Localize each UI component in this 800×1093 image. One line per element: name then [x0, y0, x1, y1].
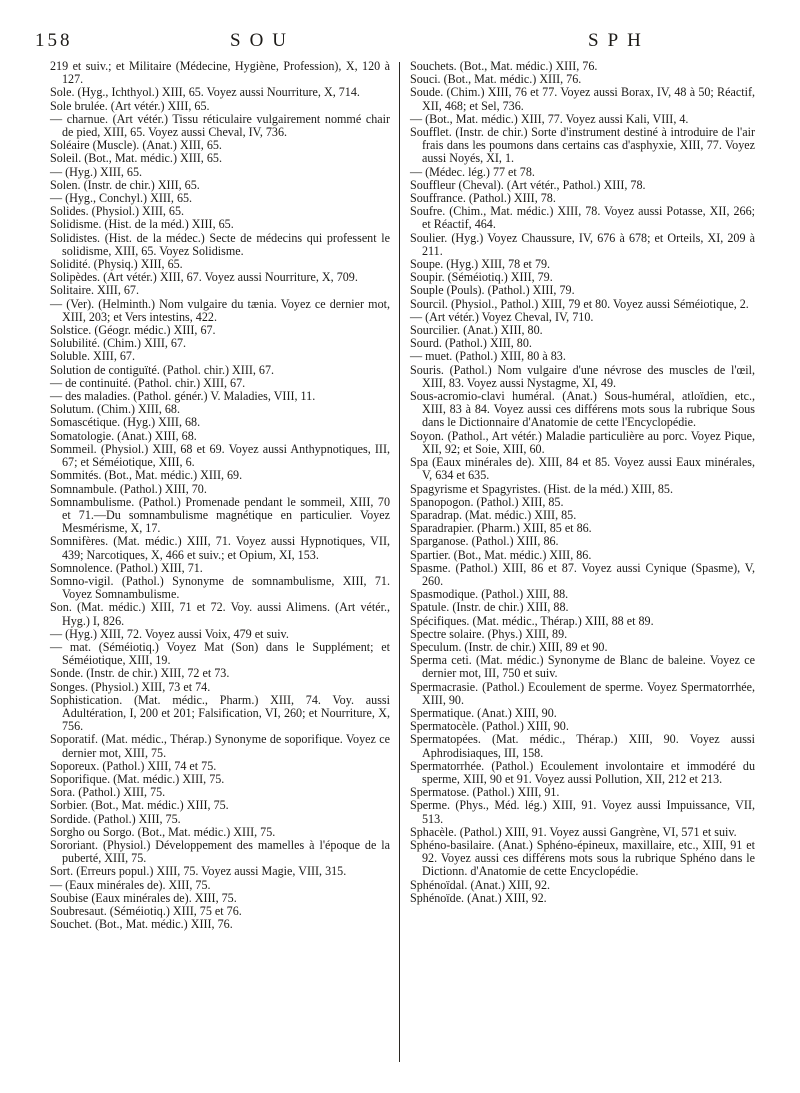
index-entry: Soyon. (Pathol., Art vétér.) Maladie particulière au porc. Voyez Pique, XII, 92; et Soie, XIII, 60. — [410, 428, 755, 456]
index-entry: Sort. (Erreurs popul.) XIII, 75. Voyez aussi Magie, VIII, 315. — [50, 864, 347, 879]
index-entry: Soude. (Chim.) XIII, 76 et 77. Voyez aussi Borax, IV, 48 à 50; Réactif, XII, 468; et Sel, 736. — [410, 85, 755, 113]
index-entry: Sourd. (Pathol.) XIII, 80. — [410, 336, 532, 351]
index-entry: Souffleur (Cheval). (Art vétér., Pathol.) XIII, 78. — [410, 177, 646, 192]
index-entry: Sordide. (Pathol.) XIII, 75. — [50, 811, 181, 826]
index-entry: Soupe. (Hyg.) XIII, 78 et 79. — [410, 257, 551, 272]
index-entry: Souci. (Bot., Mat. médic.) XIII, 76. — [410, 72, 582, 87]
index-entry: Soubresaut. (Séméiotiq.) XIII, 75 et 76. — [50, 904, 242, 918]
index-entry: — muet. (Pathol.) XIII, 80 à 83. — [410, 349, 566, 364]
index-entry: Sommités. (Bot., Mat. médic.) XIII, 69. — [50, 468, 243, 483]
index-entry: Souple (Pouls). (Pathol.) XIII, 79. — [410, 283, 575, 298]
index-entry: Solution de contiguïté. (Pathol. chir.) XIII, 67. — [50, 362, 275, 377]
index-entry: Sora. (Pathol.) XIII, 75. — [50, 785, 166, 800]
index-entry: Soubise (Eaux minérales de). XIII, 75. — [50, 890, 237, 905]
index-entry: Spa (Eaux minérales de). XIII, 84 et 85. Voyez aussi Eaux minérales, V, 634 et 635. — [410, 455, 755, 483]
index-entry: Somnifères. (Mat. médic.) XIII, 71. Voyez aussi Hypnotiques, VII, 439; Narcotiques, X, 466 et suiv.; et Opium, XI, 153. — [50, 534, 390, 562]
index-entry: Soleil. (Bot., Mat. médic.) XIII, 65. — [50, 151, 222, 166]
index-entry: Somatologie. (Anat.) XIII, 68. — [50, 428, 197, 443]
index-entry: 219 et suiv.; et Militaire (Médecine, Hygiène, Profession), X, 120 à 127. — [50, 59, 390, 87]
index-entry: Souchet. (Bot., Mat. médic.) XIII, 76. — [50, 917, 233, 932]
index-entry: Sole. (Hyg., Ichthyol.) XIII, 65. Voyez aussi Nourriture, X, 714. — [50, 85, 360, 100]
index-entry: Spatule. (Instr. de chir.) XIII, 88. — [410, 600, 569, 615]
index-entry: Sparganose. (Pathol.) XIII, 86. — [410, 534, 559, 549]
index-entry: — des maladies. (Pathol. génér.) V. Maladies, VIII, 11. — [50, 389, 316, 404]
index-entry: Souris. (Pathol.) Nom vulgaire d'une névrose des muscles de l'œil, XIII, 83. Voyez aussi Nystagme, XI, 49. — [410, 362, 755, 390]
index-entry: Sphénoïdal. (Anat.) XIII, 92. — [410, 877, 551, 892]
index-entry: — charnue. (Art vétér.) Tissu réticulaire vulgairement nommé chair de pied, XIII, 65. Voyez aussi Cheval, IV, 736. — [50, 111, 390, 140]
index-entry: — (Ver). (Helminth.) Nom vulgaire du tænia. Voyez ce dernier mot, XIII, 203; et Vers intestins, 422. — [50, 296, 390, 324]
index-entry: Spartier. (Bot., Mat. médic.) XIII, 86. — [410, 547, 592, 562]
index-entry: Sourcil. (Physiol., Pathol.) XIII, 79 et 80. Voyez aussi Séméiotique, 2. — [410, 296, 749, 311]
index-entry: Soporifique. (Mat. médic.) XIII, 75. — [50, 771, 225, 786]
index-entry: Soléaire (Muscle). (Anat.) XIII, 65. — [50, 138, 222, 153]
index-entry: Sole brulée. (Art vétér.) XIII, 65. — [50, 98, 210, 113]
index-entry: Solidistes. (Hist. de la médec.) Secte de médecins qui professent le solidisme, XIII, 65. Voyez Solidisme. — [50, 230, 390, 258]
index-entry: Son. (Mat. médic.) XIII, 71 et 72. Voy. aussi Alimens. (Art vétér., Hyg.) I, 826. — [50, 600, 390, 628]
index-entry: Somascétique. (Hyg.) XIII, 68. — [50, 415, 201, 430]
index-entry: Soufre. (Chim., Mat. médic.) XIII, 78. Voyez aussi Potasse, XII, 266; et Réactif, 464. — [410, 204, 755, 232]
right-running-title: SPH — [588, 30, 650, 51]
index-entry: Soluble. XIII, 67. — [50, 349, 135, 364]
index-entry: — de continuité. (Pathol. chir.) XIII, 67. — [50, 375, 246, 390]
index-entry: — (Bot., Mat. médic.) XIII, 77. Voyez aussi Kali, VIII, 4. — [410, 111, 689, 126]
index-entry: Soulier. (Hyg.) Voyez Chaussure, IV, 676 à 678; et Orteils, XI, 209 à 211. — [410, 230, 755, 258]
index-entry: Solidité. (Physiq.) XIII, 65. — [50, 257, 183, 272]
index-entry: — mat. (Séméiotiq.) Voyez Mat (Son) dans le Supplément; et Séméiotique, XIII, 19. — [50, 639, 390, 668]
running-header — [35, 30, 775, 60]
index-entry: Solutum. (Chim.) XIII, 68. — [50, 402, 181, 417]
index-entry: Spermatocèle. (Pathol.) XIII, 90. — [410, 719, 569, 734]
index-entry: Solen. (Instr. de chir.) XIII, 65. — [50, 177, 200, 192]
index-entry: Solides. (Physiol.) XIII, 65. — [50, 204, 185, 219]
index-entry: — (Hyg.) XIII, 72. Voyez aussi Voix, 479 et suiv. — [50, 626, 289, 641]
index-entry: Somnambulisme. (Pathol.) Promenade pendant le sommeil, XIII, 70 et 71.—Du somnambulisme magnétique en particulier. Voyez Mesmérisme, X, 17. — [50, 494, 390, 536]
index-entry: — (Hyg.) XIII, 65. — [50, 164, 143, 179]
index-entry: Sororiant. (Physiol.) Développement des mamelles à l'époque de la puberté, XIII, 75. — [50, 837, 390, 866]
index-entry: Sophistication. (Mat. médic., Pharm.) XIII, 74. Voy. aussi Adultération, I, 200 et 201; Falsification, VI, 260; et Nourriture, X, 756. — [50, 692, 390, 734]
index-entry: Sphéno-basilaire. (Anat.) Sphéno-épineux, maxillaire, etc., XIII, 91 et 92. Voyez aussi ces différens mots sous la rubrique Sphéno dans le Dictionn. d'Anatomie de cette Encyclopédie. — [410, 837, 755, 879]
index-entry: Speculum. (Instr. de chir.) XIII, 89 et 90. — [410, 639, 608, 654]
index-entry: Spermatique. (Anat.) XIII, 90. — [410, 705, 557, 720]
index-entry: — (Médec. lég.) 77 et 78. — [410, 164, 535, 179]
index-entry: Sperma ceti. (Mat. médic.) Synonyme de Blanc de baleine. Voyez ce dernier mot, III, 750 et suiv. — [410, 653, 755, 681]
index-entry: — (Hyg., Conchyl.) XIII, 65. — [50, 191, 193, 206]
index-entry: Spermacrasie. (Pathol.) Ecoulement de sperme. Voyez Spermatorrhée, XIII, 90. — [410, 679, 755, 707]
index-entry: Sommeil. (Physiol.) XIII, 68 et 69. Voyez aussi Anthypnotiques, III, 67; et Séméiotique, XIII, 6. — [50, 441, 390, 470]
index-entry: Souchets. (Bot., Mat. médic.) XIII, 76. — [410, 59, 598, 73]
index-entry: Solidisme. (Hist. de la méd.) XIII, 65. — [50, 217, 234, 232]
index-entry: Spectre solaire. (Phys.) XIII, 89. — [410, 626, 568, 641]
index-entry: Spagyrisme et Spagyristes. (Hist. de la méd.) XIII, 85. — [410, 481, 673, 496]
index-entry: — (Eaux minérales de). XIII, 75. — [50, 877, 211, 892]
column-divider — [399, 62, 400, 1062]
index-entry: Soufflet. (Instr. de chir.) Sorte d'instrument destiné à introduire de l'air frais dans les poumons dans certains cas d'asphyxie, XIII, 77. Voyez aussi Noyés, XI, 1. — [410, 125, 755, 166]
index-entry: Solipèdes. (Art vétér.) XIII, 67. Voyez aussi Nourriture, X, 709. — [50, 270, 358, 285]
index-entry: Solstice. (Géogr. médic.) XIII, 67. — [50, 323, 216, 338]
left-column — [50, 60, 390, 931]
index-entry: Sparadrapier. (Pharm.) XIII, 85 et 86. — [410, 521, 592, 536]
index-entry: Sonde. (Instr. de chir.) XIII, 72 et 73. — [50, 666, 230, 681]
index-entry: Somnolence. (Pathol.) XIII, 71. — [50, 560, 203, 575]
left-running-title: SOU — [230, 30, 296, 51]
index-entry: Sourcilier. (Anat.) XIII, 80. — [410, 323, 543, 338]
index-entry: Somnambule. (Pathol.) XIII, 70. — [50, 481, 207, 496]
index-entry: Souffrance. (Pathol.) XIII, 78. — [410, 191, 556, 206]
index-entry: Sorbier. (Bot., Mat. médic.) XIII, 75. — [50, 798, 229, 813]
index-entry: Sorgho ou Sorgo. (Bot., Mat. médic.) XIII, 75. — [50, 824, 276, 839]
index-entry: Soporatif. (Mat. médic., Thérap.) Synonyme de soporifique. Voyez ce dernier mot, XIII, 75. — [50, 732, 390, 760]
index-entry: Spécifiques. (Mat. médic., Thérap.) XIII, 88 et 89. — [410, 613, 654, 628]
index-entry: Solubilité. (Chim.) XIII, 67. — [50, 336, 187, 351]
index-entry: Spasme. (Pathol.) XIII, 86 et 87. Voyez aussi Cynique (Spasme), V, 260. — [410, 560, 755, 588]
index-entry: Sphacèle. (Pathol.) XIII, 91. Voyez aussi Gangrène, VI, 571 et suiv. — [410, 824, 737, 839]
index-entry: Sparadrap. (Mat. médic.) XIII, 85. — [410, 507, 577, 522]
index-entry: Somno-vigil. (Pathol.) Synonyme de somnambulisme, XIII, 71. Voyez Somnambulisme. — [50, 573, 390, 602]
index-entry: Sperme. (Phys., Méd. lég.) XIII, 91. Voyez aussi Impuissance, VII, 513. — [410, 798, 755, 826]
right-column — [410, 60, 755, 905]
index-entry: Spermatopées. (Mat. médic., Thérap.) XIII, 90. Voyez aussi Aphrodisiaques, III, 158. — [410, 732, 755, 760]
index-entry: — (Art vétér.) Voyez Cheval, IV, 710. — [410, 309, 594, 324]
index-entry: Spanopogon. (Pathol.) XIII, 85. — [410, 494, 564, 509]
index-entry: Spasmodique. (Pathol.) XIII, 88. — [410, 587, 569, 602]
index-entry: Spermatose. (Pathol.) XIII, 91. — [410, 785, 560, 800]
index-entry: Sous-acromio-clavi huméral. (Anat.) Sous-huméral, atloïdien, etc., XIII, 83 à 84. Voyez aussi ces différens mots sous la rubrique Sous dans le Dictionnaire d'Anatomie de cette l'Encyclopédie. — [410, 389, 755, 430]
index-entry: Songes. (Physiol.) XIII, 73 et 74. — [50, 679, 211, 694]
index-entry: Soupir. (Séméiotiq.) XIII, 79. — [410, 270, 553, 285]
index-entry: Solitaire. XIII, 67. — [50, 283, 140, 298]
index-entry: Spermatorrhée. (Pathol.) Ecoulement involontaire et immodéré du sperme, XIII, 90 et 91. Voyez aussi Pollution, XII, 212 et 213. — [410, 758, 755, 786]
page-number: 158 — [35, 30, 73, 51]
index-entry: Sphénoïde. (Anat.) XIII, 92. — [410, 890, 547, 905]
index-entry: Soporeux. (Pathol.) XIII, 74 et 75. — [50, 758, 217, 773]
